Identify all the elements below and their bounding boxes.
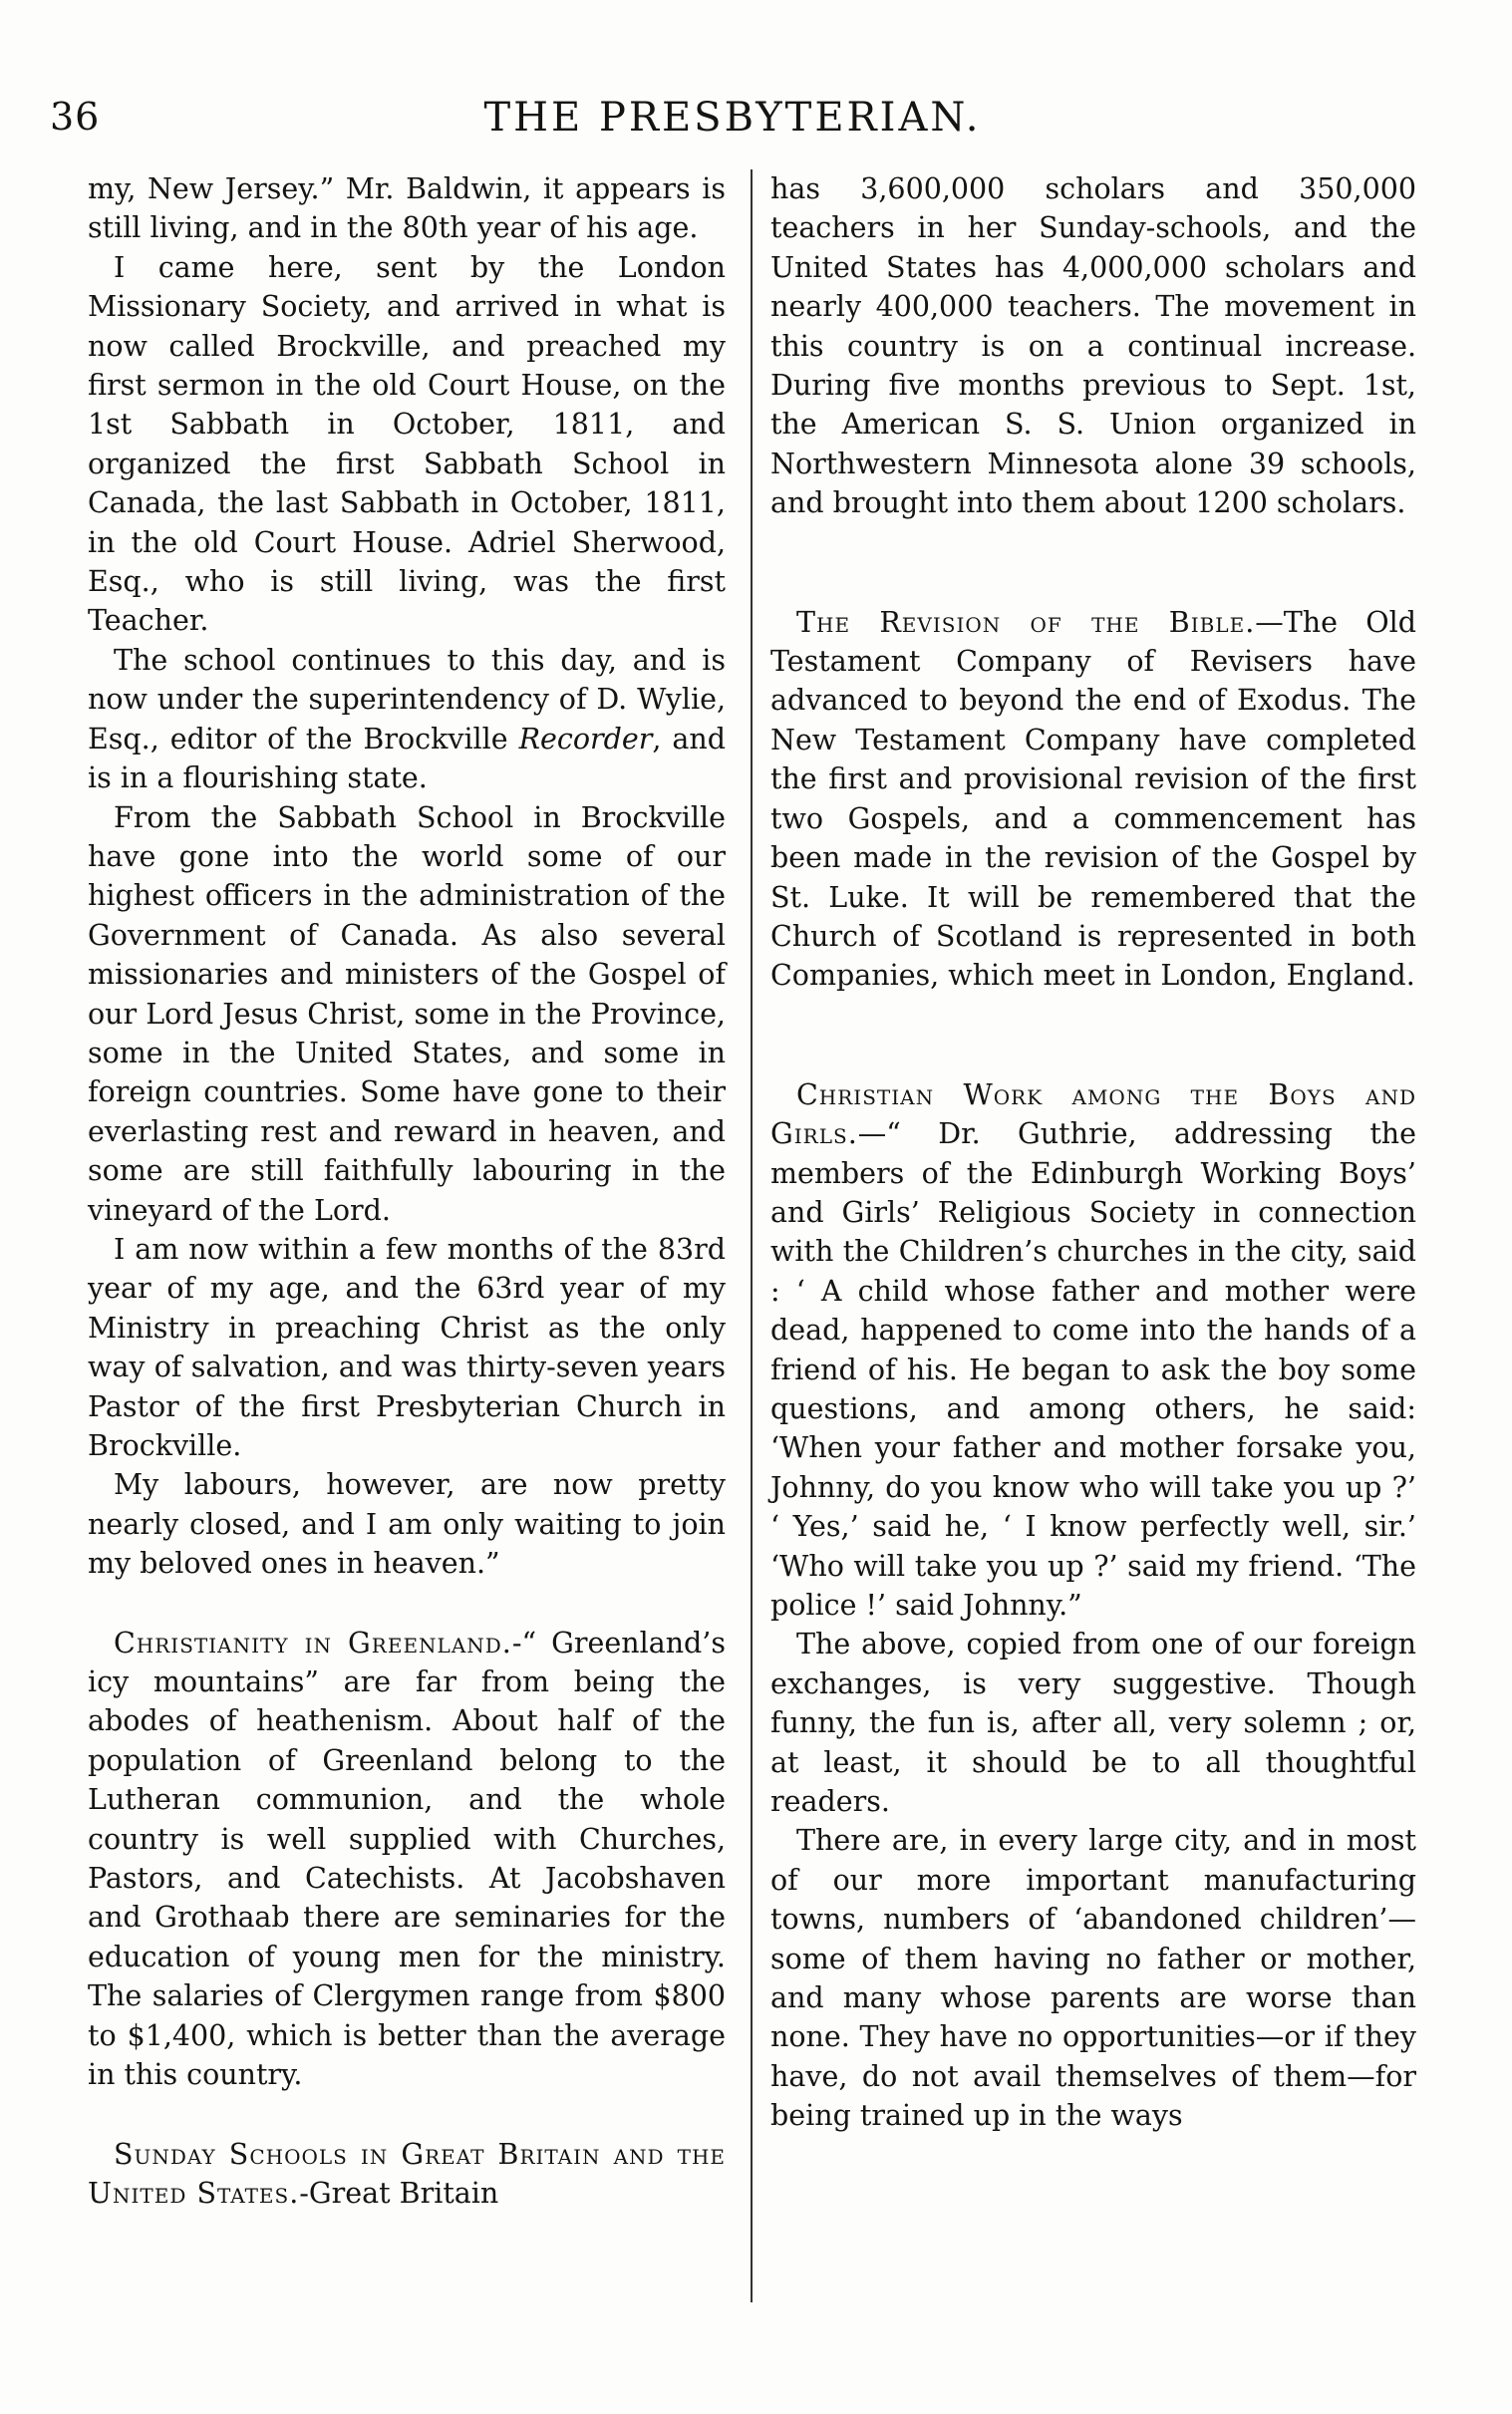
paragraph: There are, in every large city, and in most of our more important manufacturing towns, numbers of ‘abandoned children’—some of them having no father or mother, and many whose parents are worse than none. They have no opportunities—or if they have, do not avail themselves of them—for being trained up in the ways bbox=[770, 1824, 1416, 2133]
article-body: -Great Britain bbox=[299, 2176, 499, 2210]
article-heading: The Revision of the Bible. bbox=[796, 605, 1256, 639]
text-run: , and is in a flourishing state. bbox=[88, 722, 726, 795]
article-heading: Christianity in Greenland. bbox=[114, 1626, 512, 1660]
right-column bbox=[770, 169, 1416, 2136]
article-body: —“ Dr. Guthrie, addressing the members of the Edinburgh Working Boys’ and Girls’ Religious Society in connection with the Children’s churches in the city, said : ‘ A child whose father and mother were dead, happened to come into the hands of a friend of his. He began to ask the boy some questions, and among others, he said: ‘When your father and mother forsake you, Johnny, do you know who will take you up ?’ ‘ Yes,’ said he, ‘ I know perfectly well, sir.’ ‘Who will take you up ?’ said my friend. ‘The police !’ said Johnny.” bbox=[770, 1117, 1416, 1622]
newspaper-name: Recorder bbox=[518, 722, 653, 755]
column-divider bbox=[751, 169, 753, 2302]
running-title: THE PRESBYTERIAN. bbox=[483, 95, 982, 141]
paragraph bbox=[88, 641, 726, 798]
article-christian-work bbox=[770, 1075, 1416, 1626]
text-run: The school continues to this day, and is now under the superintendency of D. Wylie, Esq., editor of the Brockville bbox=[88, 643, 726, 755]
article-heading: Christian Work among the Boys and Girls. bbox=[770, 1077, 1416, 1151]
article-greenland bbox=[88, 1624, 726, 2095]
paragraph: The above, copied from one of our foreign exchanges, is very suggestive. Though funny, the fun is, after all, very solemn ; or, at least, it should be to all thoughtful readers. bbox=[770, 1628, 1416, 1819]
page-number: 36 bbox=[50, 95, 101, 139]
paragraph: My labours, however, are now pretty nearly closed, and I am only waiting to join my beloved ones in heaven.” bbox=[88, 1468, 726, 1581]
page-header bbox=[50, 95, 1415, 154]
paragraph: has 3,600,000 scholars and 350,000 teachers in her Sunday-schools, and the United States has 4,000,000 scholars and nearly 400,000 teachers. The movement in this country is on a continual increase. During five months previous to Sept. 1st, the American S. S. Union organized in Northwestern Minnesota alone 39 schools, and brought into them about 1200 scholars. bbox=[770, 172, 1416, 520]
article-sunday-schools bbox=[88, 2135, 726, 2214]
paragraph: I came here, sent by the London Missionary Society, and arrived in what is now called Brockville, and preached my first sermon in the old Court House, on the 1st Sabbath in October, 1811, and organized the first Sabbath School in Canada, the last Sabbath in October, 1811, in the old Court House. Adriel Sherwood, Esq., who is still living, was the first Teacher. bbox=[88, 250, 726, 638]
paragraph: my, New Jersey.” Mr. Baldwin, it appears is still living, and in the 80th year of his age. bbox=[88, 172, 726, 245]
article-heading: Sunday Schools in Great Britain and the United States. bbox=[88, 2137, 726, 2210]
paragraph: I am now within a few months of the 83rd year of my age, and the 63rd year of my Ministry in preaching Christ as the only way of salvation, and was thirty-seven years Pastor of the first Presbyterian Church in Brockville. bbox=[88, 1232, 726, 1462]
left-column bbox=[88, 169, 726, 2213]
article-body: -“ Greenland’s icy mountains” are far from being the abodes of heathenism. About half of the population of Greenland belong to the Lutheran communion, and the whole country is well supplied with Churches, Pastors, and Catechists. At Jacobshaven and Grothaab there are seminaries for the education of young men for the ministry. The salaries of Clergymen range from $800 to $1,400, which is better than the average in this country. bbox=[88, 1626, 726, 2092]
article-body: —The Old Testament Company of Revisers have advanced to beyond the end of Exodus. The New Testament Company have completed the first and provisional revision of the first two Gospels, and a commencement has been made in the revision of the Gospel by St. Luke. It will be remembered that the Church of Scotland is represented in both Companies, which meet in London, England. bbox=[770, 605, 1416, 993]
paragraph: From the Sabbath School in Brockville have gone into the world some of our highest officers in the administration of the Government of Canada. As also several missionaries and ministers of the Gospel of our Lord Jesus Christ, some in the Province, some in the United States, and some in foreign countries. Some have gone to their everlasting rest and reward in heaven, and some are still faithfully labouring in the vineyard of the Lord. bbox=[88, 800, 726, 1227]
article-bible-revision bbox=[770, 603, 1416, 996]
